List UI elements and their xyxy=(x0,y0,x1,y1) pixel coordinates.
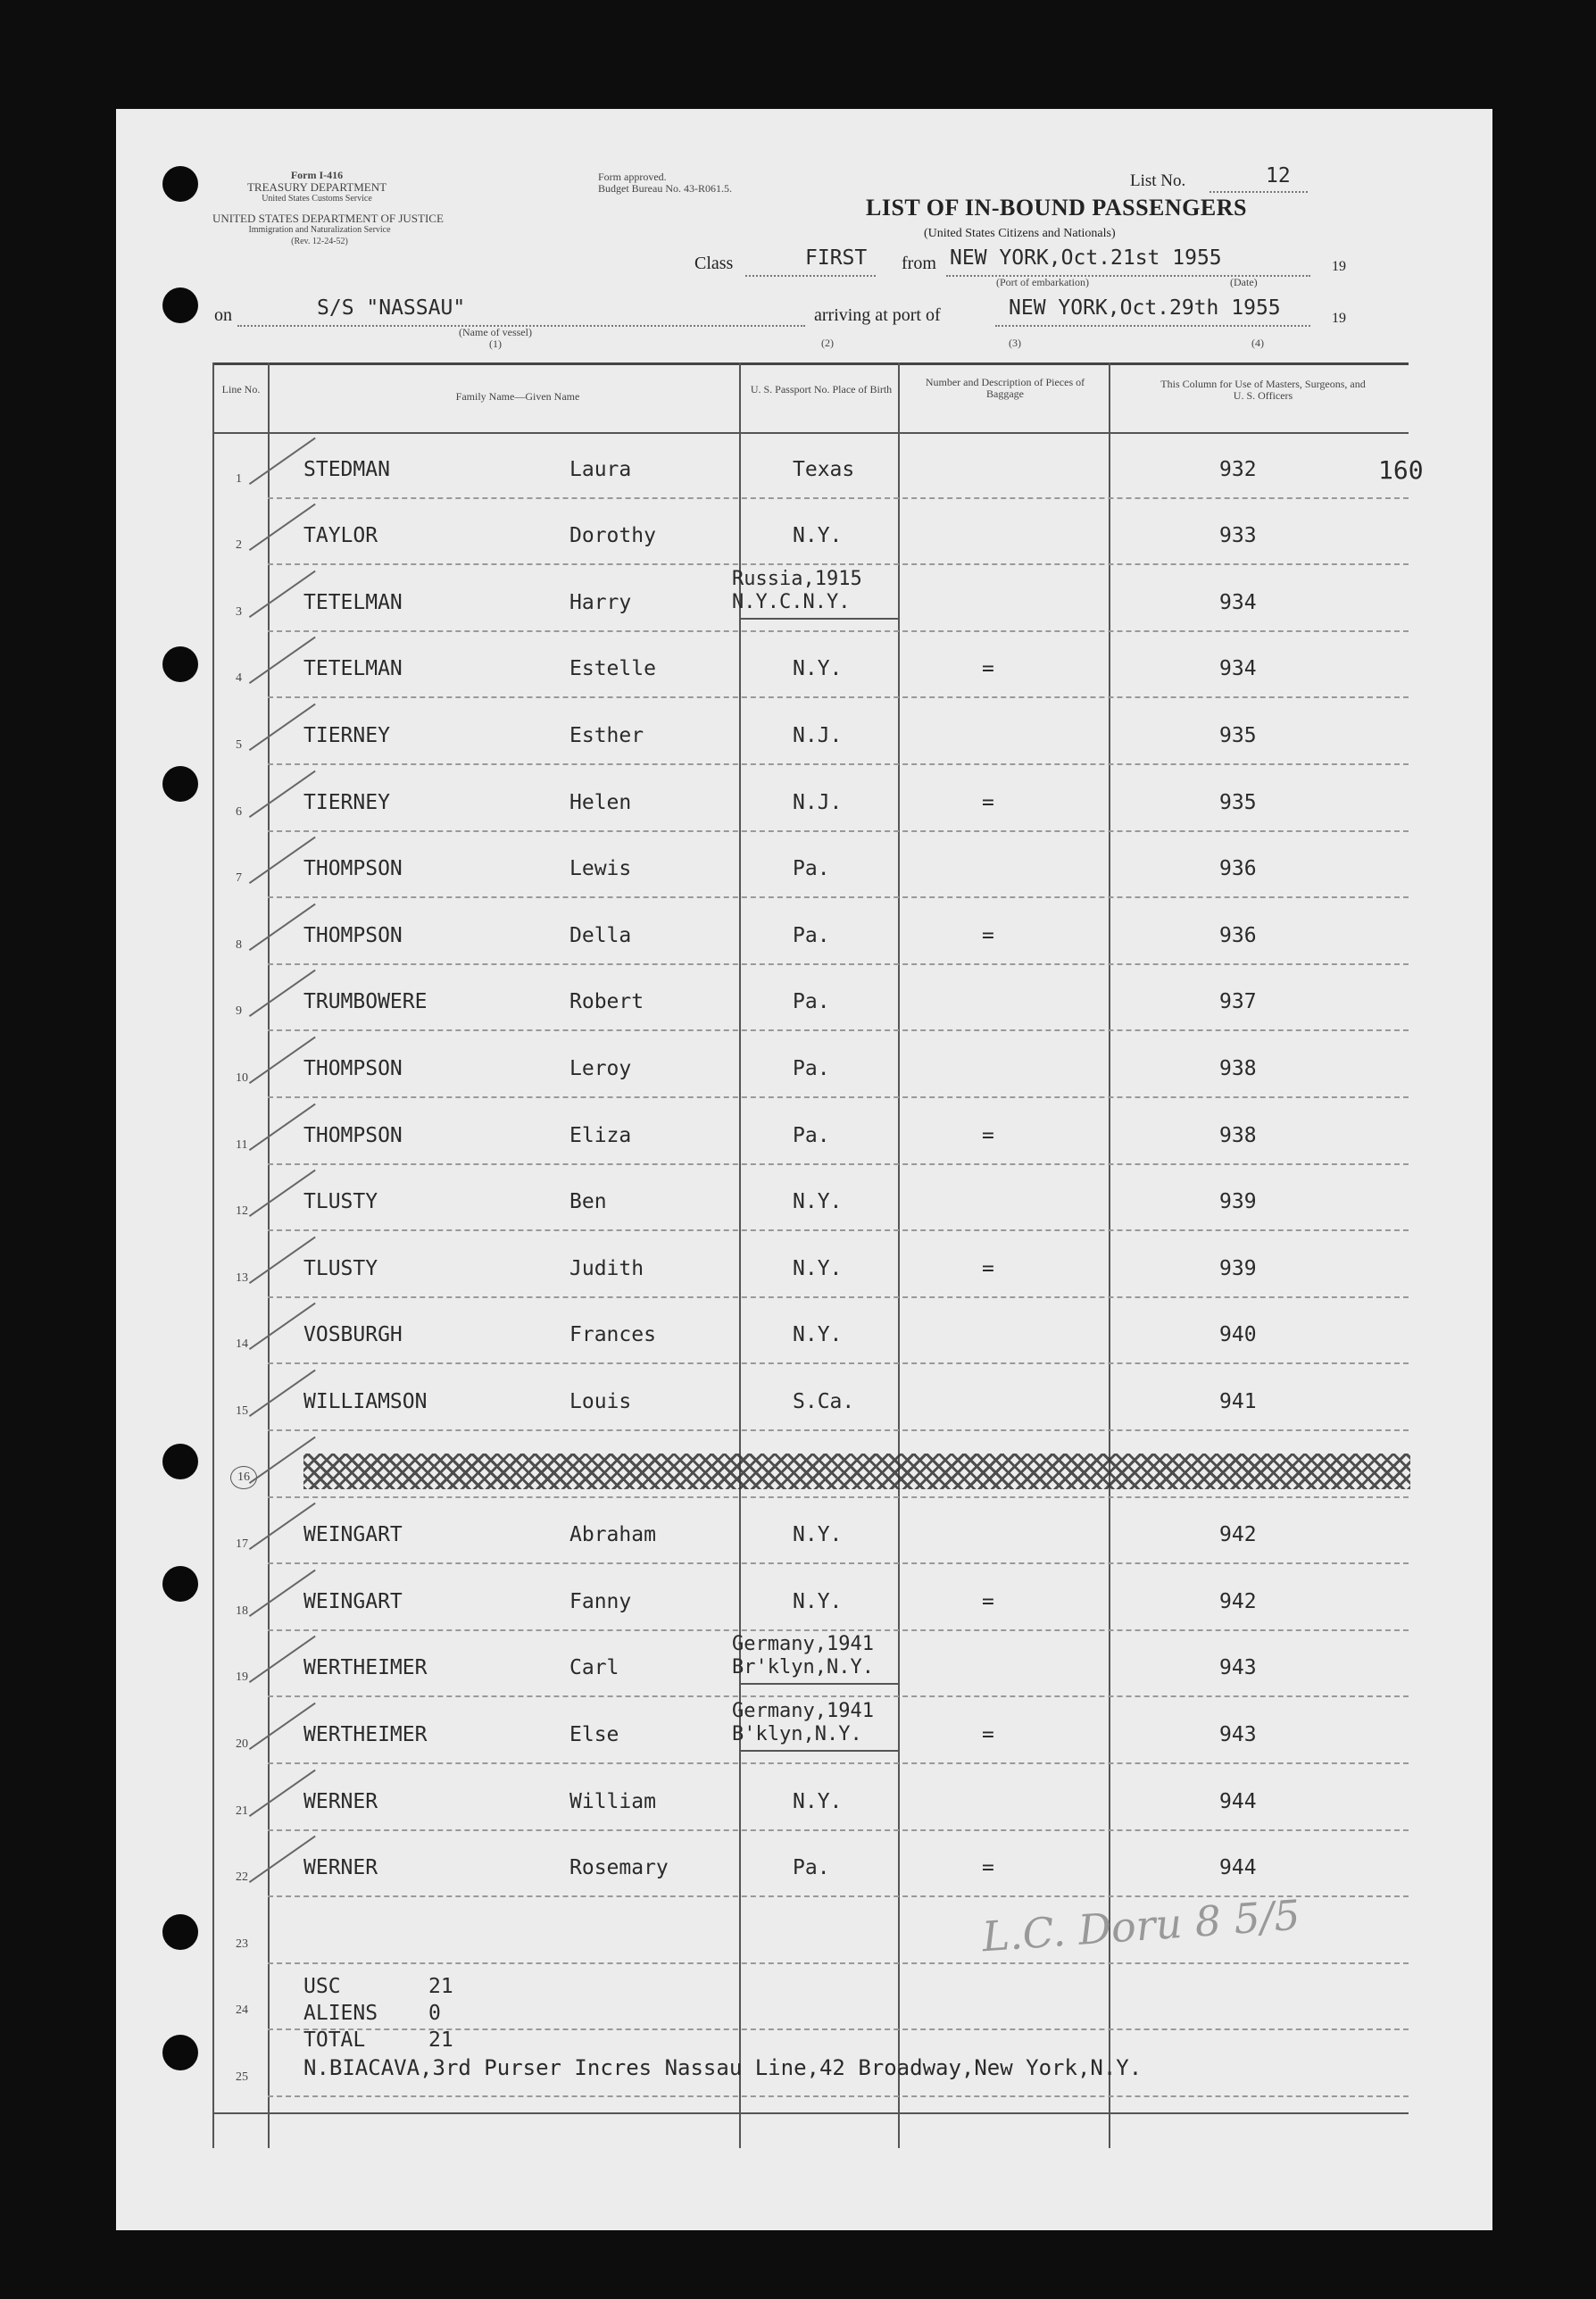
page-subtitle: (United States Citizens and Nationals) xyxy=(924,227,1116,240)
place-of-birth: S.Ca. xyxy=(793,1390,855,1413)
officer-number: 934 xyxy=(1219,657,1257,681)
place-of-birth: Pa. xyxy=(793,1856,830,1880)
line-number: 19 xyxy=(236,1670,248,1685)
line-number: 25 xyxy=(236,2070,248,2084)
row-separator xyxy=(268,896,1409,898)
baggage-mark: = xyxy=(982,1589,994,1613)
table-top-rule xyxy=(212,362,1409,365)
officer-number: 939 xyxy=(1219,1190,1257,1214)
line-number: 7 xyxy=(236,871,242,886)
given-name: Judith xyxy=(569,1256,644,1280)
officer-number: 943 xyxy=(1219,1723,1257,1746)
totals-block xyxy=(303,1973,453,2053)
officer-number: 937 xyxy=(1219,990,1257,1014)
approval-block xyxy=(598,171,732,195)
officer-number: 944 xyxy=(1219,1856,1257,1880)
place-of-birth: Texas xyxy=(793,457,855,481)
budget-bureau: Budget Bureau No. 43-R061.5. xyxy=(598,182,732,195)
row-separator xyxy=(268,1962,1409,1964)
list-no-value: 12 xyxy=(1266,164,1291,187)
row-separator xyxy=(268,763,1409,765)
port-embarkation-caption: (Port of embarkation) xyxy=(996,276,1089,288)
department-1-sub: United States Customs Service xyxy=(262,194,372,204)
place-of-birth: Russia,1915 xyxy=(732,567,862,590)
line-number: 12 xyxy=(236,1204,248,1219)
baggage-mark: = xyxy=(982,657,994,681)
given-name: Harry xyxy=(569,590,632,614)
row-separator xyxy=(268,830,1409,832)
col-header-line-no: Line No. xyxy=(221,383,261,396)
place-of-birth: Pa. xyxy=(793,923,830,947)
place-of-birth: Pa. xyxy=(793,1057,830,1080)
punch-hole xyxy=(162,646,198,682)
line-number: 22 xyxy=(236,1870,248,1885)
place-of-residence: N.Y.C.N.Y. xyxy=(732,590,851,613)
punch-hole xyxy=(162,287,198,323)
line-number: 15 xyxy=(236,1404,248,1418)
place-of-birth: Germany,1941 xyxy=(732,1633,874,1656)
line-number: 10 xyxy=(236,1071,248,1085)
officer-number: 942 xyxy=(1219,1523,1257,1547)
total-label: TOTAL xyxy=(303,2028,366,2052)
family-name: TLUSTY xyxy=(303,1190,378,1214)
given-name: Frances xyxy=(569,1323,656,1347)
revision: (Rev. 12-24-52) xyxy=(291,237,348,246)
family-name: WERNER xyxy=(303,1789,378,1813)
officer-number: 939 xyxy=(1219,1256,1257,1280)
vessel-caption: (Name of vessel) (1) xyxy=(459,326,532,350)
place-of-residence: Br'klyn,N.Y. xyxy=(732,1656,874,1679)
place-of-birth: N.Y. xyxy=(793,1789,843,1813)
officer-number: 936 xyxy=(1219,923,1257,947)
row-separator xyxy=(268,1496,1409,1498)
punch-hole xyxy=(162,766,198,802)
given-name: Abraham xyxy=(569,1523,656,1547)
line-number: 23 xyxy=(236,1937,248,1951)
place-of-residence: B'klyn,N.Y. xyxy=(732,1723,862,1745)
officer-number: 932 xyxy=(1219,457,1257,481)
given-name: Rosemary xyxy=(569,1856,669,1880)
given-name: Else xyxy=(569,1723,619,1746)
date-caption: (Date) xyxy=(1230,276,1258,288)
place-of-birth: Pa. xyxy=(793,857,830,881)
form-sheet xyxy=(116,109,1492,2230)
given-name: Eliza xyxy=(569,1123,632,1147)
line-number: 18 xyxy=(236,1603,248,1618)
place-of-birth: N.Y. xyxy=(793,1256,843,1280)
place-of-birth: Pa. xyxy=(793,1123,830,1147)
baggage-mark: = xyxy=(982,1256,994,1280)
place-of-birth: Germany,1941 xyxy=(732,1700,874,1722)
line-number: 17 xyxy=(236,1537,248,1552)
year-suffix-2: 19 xyxy=(1332,311,1346,326)
family-name: STEDMAN xyxy=(303,457,390,481)
handwritten-signature: L.C. Doru 8 5/5 xyxy=(980,1890,1302,1962)
row-separator xyxy=(268,1029,1409,1031)
table-left-rule xyxy=(212,362,214,2148)
family-name: TIERNEY xyxy=(303,790,390,814)
place-of-birth: N.Y. xyxy=(793,1190,843,1214)
birth-underline xyxy=(739,1750,898,1752)
baggage-mark: = xyxy=(982,1123,994,1147)
given-name: Esther xyxy=(569,724,644,747)
given-name: Louis xyxy=(569,1390,632,1413)
aliens-value: 0 xyxy=(428,2002,441,2025)
header-bottom-rule xyxy=(212,432,1409,434)
arriving-value: NEW YORK,Oct.29th 1955 xyxy=(1009,296,1281,320)
year-suffix-1: 19 xyxy=(1332,259,1346,274)
family-name: TETELMAN xyxy=(303,657,403,681)
birth-underline xyxy=(739,1683,898,1685)
given-name: Ben xyxy=(569,1190,607,1214)
from-value: NEW YORK,Oct.21st 1955 xyxy=(950,246,1222,270)
officer-number: 940 xyxy=(1219,1323,1257,1347)
place-of-birth: N.Y. xyxy=(793,1323,843,1347)
page-number: 160 xyxy=(1378,455,1424,485)
officer-number: 938 xyxy=(1219,1123,1257,1147)
family-name: WEINGART xyxy=(303,1523,403,1547)
family-name: THOMPSON xyxy=(303,1057,403,1080)
row-separator xyxy=(268,497,1409,499)
family-name: TETELMAN xyxy=(303,590,403,614)
family-name: TIERNEY xyxy=(303,724,390,747)
form-number-block xyxy=(214,170,420,204)
line-number: 4 xyxy=(236,671,242,686)
family-name: WEINGART xyxy=(303,1589,403,1613)
col-header-officers: This Column for Use of Masters, Surgeons, and U. S. Officers xyxy=(1160,378,1366,402)
on-label: on xyxy=(214,305,232,325)
line-number: 8 xyxy=(236,937,242,952)
officer-number: 944 xyxy=(1219,1789,1257,1813)
officer-number: 933 xyxy=(1219,524,1257,548)
given-name: Della xyxy=(569,923,632,947)
place-of-birth: N.Y. xyxy=(793,1523,843,1547)
officer-number: 943 xyxy=(1219,1656,1257,1680)
usc-value: 21 xyxy=(428,1975,453,1998)
baggage-mark: = xyxy=(982,923,994,947)
purser-line: N.BIACAVA,3rd Purser Incres Nassau Line,42 Broadway,New York,N.Y. xyxy=(303,2055,1143,2080)
vessel-name: S/S "NASSAU" xyxy=(317,296,466,320)
class-label: Class xyxy=(694,254,734,273)
place-of-birth: N.Y. xyxy=(793,657,843,681)
place-of-birth: Pa. xyxy=(793,990,830,1014)
baggage-mark: = xyxy=(982,1856,994,1880)
row-separator xyxy=(268,1362,1409,1364)
given-name: Carl xyxy=(569,1656,619,1680)
line-number: 1 xyxy=(236,471,242,486)
aliens-label: ALIENS xyxy=(303,2002,378,2025)
family-name: WERTHEIMER xyxy=(303,1723,428,1746)
place-of-birth: N.Y. xyxy=(793,1589,843,1613)
row-separator xyxy=(268,1096,1409,1098)
officer-number: 938 xyxy=(1219,1057,1257,1080)
family-name: VOSBURGH xyxy=(303,1323,403,1347)
line-number: 3 xyxy=(236,604,242,619)
line-number: 5 xyxy=(236,738,242,752)
given-name: Laura xyxy=(569,457,632,481)
page-title: LIST OF IN-BOUND PASSENGERS xyxy=(866,195,1247,221)
col-header-passport: U. S. Passport No. Place of Birth xyxy=(750,383,893,396)
total-value: 21 xyxy=(428,2028,453,2052)
line-number: 2 xyxy=(236,538,242,553)
line-number: 13 xyxy=(236,1270,248,1285)
class-value: FIRST xyxy=(805,246,868,270)
struck-entry xyxy=(303,1454,1410,1489)
row-separator xyxy=(268,1429,1409,1431)
row-separator xyxy=(268,963,1409,965)
punch-hole xyxy=(162,2035,198,2070)
row-separator xyxy=(268,2095,1409,2097)
justice-block xyxy=(212,212,444,247)
place-of-birth: N.J. xyxy=(793,724,843,747)
given-name: Dorothy xyxy=(569,524,656,548)
family-name: THOMPSON xyxy=(303,857,403,881)
department-2: UNITED STATES DEPARTMENT OF JUSTICE xyxy=(212,212,444,225)
punch-hole xyxy=(162,1566,198,1602)
given-name: Estelle xyxy=(569,657,656,681)
form-approved: Form approved. xyxy=(598,171,667,183)
line-number: 21 xyxy=(236,1803,248,1818)
family-name: WERTHEIMER xyxy=(303,1656,428,1680)
line-number: 16 xyxy=(230,1466,257,1489)
line-number: 6 xyxy=(236,804,242,819)
given-name: Lewis xyxy=(569,857,632,881)
line-number: 9 xyxy=(236,1004,242,1019)
officer-number: 935 xyxy=(1219,724,1257,747)
col-num-4: (4) xyxy=(1251,337,1264,349)
place-of-birth: N.J. xyxy=(793,790,843,814)
given-name: Robert xyxy=(569,990,644,1014)
department-1: TREASURY DEPARTMENT xyxy=(246,180,387,194)
col-header-baggage: Number and Description of Pieces of Baggage xyxy=(925,376,1085,400)
family-name: TLUSTY xyxy=(303,1256,378,1280)
baggage-mark: = xyxy=(982,790,994,814)
table-bottom-rule xyxy=(212,2112,1409,2114)
baggage-mark: = xyxy=(982,1723,994,1746)
officer-number: 941 xyxy=(1219,1390,1257,1413)
family-name: THOMPSON xyxy=(303,1123,403,1147)
row-separator xyxy=(268,1296,1409,1298)
row-separator xyxy=(268,1229,1409,1231)
row-separator xyxy=(268,696,1409,698)
officer-number: 935 xyxy=(1219,790,1257,814)
department-2-sub: Immigration and Naturalization Service xyxy=(248,225,391,235)
officer-number: 934 xyxy=(1219,590,1257,614)
line-number: 24 xyxy=(236,2003,248,2018)
row-separator xyxy=(268,1163,1409,1165)
row-separator xyxy=(268,563,1409,565)
family-name: WILLIAMSON xyxy=(303,1390,428,1413)
row-separator xyxy=(268,630,1409,632)
line-number: 14 xyxy=(236,1337,248,1352)
line-number: 20 xyxy=(236,1737,248,1751)
punch-hole xyxy=(162,166,198,202)
from-label: from xyxy=(902,254,936,273)
given-name: Leroy xyxy=(569,1057,632,1080)
birth-underline xyxy=(739,618,898,620)
form-number: Form I-416 xyxy=(290,169,344,181)
family-name: TRUMBOWERE xyxy=(303,990,428,1014)
usc-label: USC xyxy=(303,1975,341,1998)
officer-number: 936 xyxy=(1219,857,1257,881)
row-separator xyxy=(268,1629,1409,1631)
place-of-birth: N.Y. xyxy=(793,524,843,548)
arriving-label: arriving at port of xyxy=(814,305,941,325)
row-separator xyxy=(268,1695,1409,1697)
col-num-2: (2) xyxy=(821,337,834,349)
list-no-label: List No. xyxy=(1130,171,1186,190)
officer-number: 942 xyxy=(1219,1589,1257,1613)
line-number: 11 xyxy=(236,1137,248,1152)
col-header-name: Family Name—Given Name xyxy=(455,390,580,403)
row-separator xyxy=(268,1762,1409,1764)
given-name: Helen xyxy=(569,790,632,814)
col-num-3: (3) xyxy=(1009,337,1021,349)
row-separator xyxy=(268,1562,1409,1564)
family-name: TAYLOR xyxy=(303,524,378,548)
family-name: WERNER xyxy=(303,1856,378,1880)
punch-hole xyxy=(162,1914,198,1950)
row-separator xyxy=(268,1829,1409,1831)
punch-hole xyxy=(162,1444,198,1479)
given-name: Fanny xyxy=(569,1589,632,1613)
given-name: William xyxy=(569,1789,656,1813)
family-name: THOMPSON xyxy=(303,923,403,947)
